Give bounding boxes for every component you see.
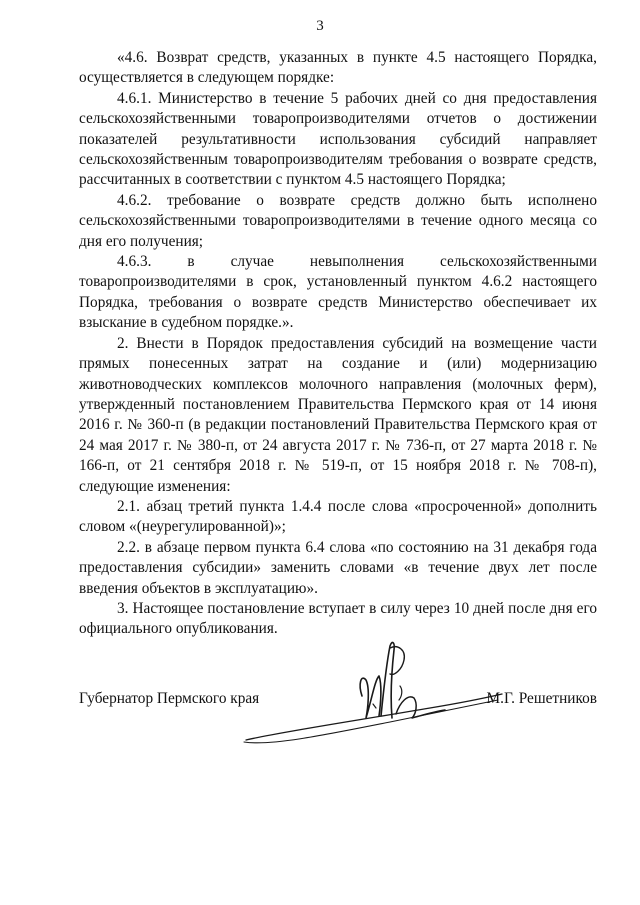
paragraph-2: 2. Внести в Порядок предоставления субсидий на возмещение части прямых понесенных затрат на создание и (или) модернизацию животноводческих комплексов молочного направления (молочных ферм), утвержденный постановлением Правительства Пермского края от 14 июня 2016 г. № 360-п (в редакции постановлений Правительства Пермского края от 24 мая 2017 г. № 380-п, от 24 августа 2017 г. № 736-п, от 27 марта 2018 г. № 166-п, от 21 сентября 2018 г. № 519-п, от 15 ноября 2018 г. № 708-п), следующие изменения:: [79, 334, 597, 495]
paragraph-2-1: 2.1. абзац третий пункта 1.4.4 после слова «просроченной» дополнить словом «(неурегулированной)»;: [79, 497, 597, 536]
paragraph-4-6: «4.6. Возврат средств, указанных в пункте 4.5 настоящего Порядка, осуществляется в следующем порядке:: [79, 49, 597, 87]
signatory-position: Губернатор Пермского края: [79, 690, 260, 707]
handwritten-signature: [240, 636, 510, 756]
signatory-name: М.Г. Решетников: [486, 690, 597, 707]
page-number: 3: [316, 18, 324, 34]
paragraph-2-2: 2.2. в абзаце первом пункта 6.4 слова «по состоянию на 31 декабря года предоставления субсидии» заменить словами «в течение двух лет после введения объектов в эксплуатацию».: [79, 538, 597, 597]
paragraph-4-6-2: 4.6.2. требование о возврате средств должно быть исполнено сельскохозяйственными товаропроизводителями в течение одного месяца со дня его получения;: [79, 191, 597, 250]
document-body: [79, 48, 597, 640]
paragraph-3: 3. Настоящее постановление вступает в силу через 10 дней после дня его официального опубликования.: [79, 599, 597, 638]
paragraph-4-6-3: 4.6.3. в случае невыполнения сельскохозяйственными товаропроизводителями в срок, установленный пунктом 4.6.2 настоящего Порядка, требования о возврате средств Министерство обеспечивает их взыскание в судебном порядке.».: [79, 253, 597, 332]
paragraph-4-6-1: 4.6.1. Министерство в течение 5 рабочих дней со дня предоставления сельскохозяйственными товаропроизводителями отчетов о достижении показателей результативности использования субсидий направляет сельскохозяйственным товаропроизводителям требования о возврате средств, рассчитанных в соответствии с пунктом 4.5 настоящего Порядка;: [79, 89, 597, 189]
